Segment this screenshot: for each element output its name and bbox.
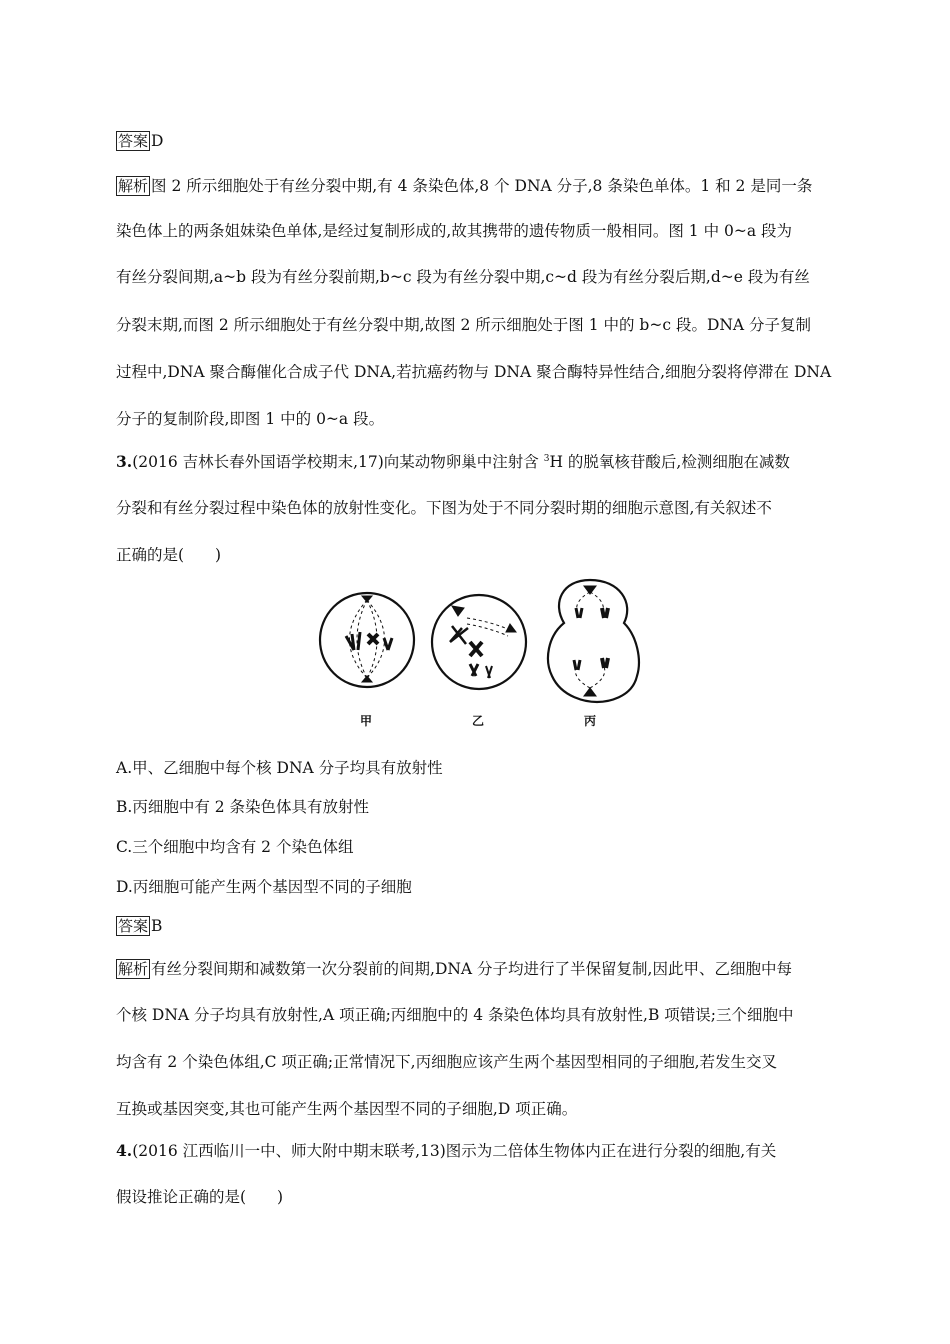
stem-text: H 的脱氧核苷酸后,检测细胞在减数 [549,453,790,471]
option-c: C.三个细胞中均含有 2 个染色体组 [116,838,354,856]
question-number: 3. [116,452,133,471]
q3-analysis-line [116,958,792,980]
option-d: D.丙细胞可能产生两个基因型不同的子细胞 [116,878,412,896]
q3-analysis-line: 个核 DNA 分子均具有放射性,A 项正确;丙细胞中的 4 条染色体均具有放射性,B 项错误;三个细胞中 [116,1006,794,1024]
q2-analysis-line: 染色体上的两条姐妹染色单体,是经过复制形成的,故其携带的遗传物质一般相同。图 1 中 0~a 段为 [116,222,793,240]
q2-analysis-line [116,175,812,197]
cell-division-figure [312,578,642,728]
answer-tag: 答案 [118,917,149,935]
analysis-tag: 解析 [118,960,149,978]
analysis-tag: 解析 [118,177,149,195]
answer-value: D [151,132,164,150]
stem-text: (2016 江西临川一中、师大附中期末联考,13)图示为二倍体生物体内正在进行分裂的细胞,有关 [132,1142,777,1160]
q2-analysis-line: 有丝分裂间期,a~b 段为有丝分裂前期,b~c 段为有丝分裂中期,c~d 段为有丝分裂后期,d~e 段为有丝 [116,268,810,286]
q3-answer [116,915,162,937]
isotope-mass: 3 [543,453,550,464]
figure-label-jia: 甲 [360,714,373,728]
q3-analysis-line: 互换或基因突变,其也可能产生两个基因型不同的子细胞,D 项正确。 [116,1100,578,1118]
cell-bing [548,580,639,702]
q2-analysis-line: 分子的复制阶段,即图 1 中的 0~a 段。 [116,410,385,428]
figure-label-bing: 丙 [584,714,597,728]
q3-analysis-line: 均含有 2 个染色体组,C 项正确;正常情况下,丙细胞应该产生两个基因型相同的子细胞,若发生交叉 [116,1053,778,1071]
option-b: B.丙细胞中有 2 条染色体具有放射性 [116,798,370,816]
answer-value: B [151,917,163,935]
figure-label-yi: 乙 [472,714,485,728]
q2-answer [116,130,163,152]
cell-jia [320,593,414,687]
question-number: 4. [116,1141,133,1160]
cell-diagrams [312,578,642,728]
q2-analysis-line: 分裂末期,而图 2 所示细胞处于有丝分裂中期,故图 2 所示细胞处于图 1 中的 b~c 段。DNA 分子复制 [116,316,812,334]
q4-stem-line: 假设推论正确的是( ) [116,1188,284,1206]
cell-yi [432,595,526,689]
analysis-text: 图 2 所示细胞处于有丝分裂中期,有 4 条染色体,8 个 DNA 分子,8 条染色单体。1 和 2 是同一条 [151,177,813,195]
q2-analysis-line: 过程中,DNA 聚合酶催化合成子代 DNA,若抗癌药物与 DNA 聚合酶特异性结合,细胞分裂将停滞在 DNA [116,363,832,381]
q3-stem-line: 正确的是( ) [116,546,222,564]
analysis-text: 有丝分裂间期和减数第一次分裂前的间期,DNA 分子均进行了半保留复制,因此甲、乙细胞中每 [151,960,792,978]
q3-stem-line [116,451,790,473]
answer-tag: 答案 [118,132,149,150]
stem-text: (2016 吉林长春外国语学校期末,17)向某动物卵巢中注射含 [132,453,544,471]
q4-stem-line [116,1140,776,1162]
q3-stem-line: 分裂和有丝分裂过程中染色体的放射性变化。下图为处于不同分裂时期的细胞示意图,有关叙述不 [116,499,772,517]
option-a: A.甲、乙细胞中每个核 DNA 分子均具有放射性 [116,759,443,777]
